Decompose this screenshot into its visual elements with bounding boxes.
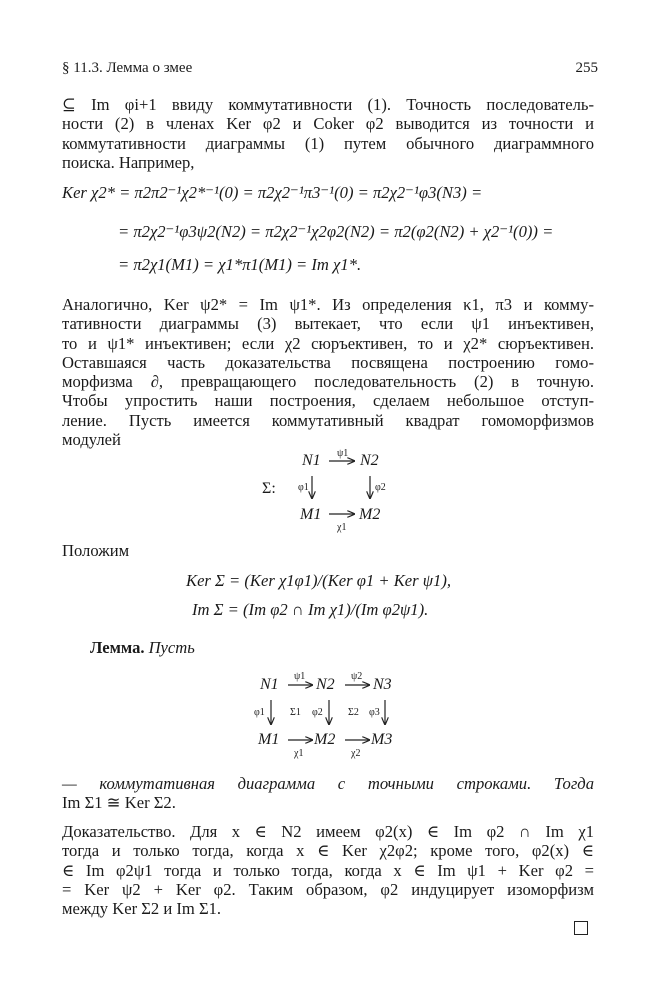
node-m2: M2: [314, 731, 336, 748]
node-n3: N3: [373, 676, 392, 693]
label-phi3: φ3: [369, 707, 380, 718]
cell-sigma1: Σ1: [290, 707, 301, 718]
lemma-label: Лемма.: [90, 638, 145, 657]
running-header: § 11.3. Лемма о змее: [62, 60, 193, 76]
equation-line-1: Ker χ2* = π2π2⁻¹χ2*⁻¹(0) = π2χ2⁻¹π3⁻¹(0) = π2χ2⁻¹φ3(N3) =: [62, 183, 483, 202]
text-line: ⊆ Im φi+1 ввиду коммутативности (1). Точность последователь-: [62, 95, 594, 114]
node-n2: N2: [360, 452, 379, 469]
text-line: Аналогично, Ker ψ2* = Im ψ1*. Из определения κ1, π3 и комму-: [62, 295, 594, 314]
text-line: Im Σ1 ≅ Ker Σ2.: [62, 793, 176, 813]
square-diagram: [240, 448, 420, 538]
text-line: поиска. Например,: [62, 152, 195, 172]
label-psi1: ψ1: [294, 671, 306, 682]
node-n1: N1: [260, 676, 279, 693]
label-phi2: φ2: [312, 707, 323, 718]
node-n2: N2: [316, 676, 335, 693]
page-number: 255: [575, 60, 598, 76]
proof: [62, 822, 594, 918]
definition-ker-sigma: Ker Σ = (Ker χ1φ1)/(Ker φ1 + Ker ψ1),: [186, 571, 452, 590]
text-line: Доказательство. Для x ∈ N2 имеем φ2(x) ∈ Im φ2 ∩ Im χ1: [62, 822, 594, 841]
label-chi1: χ1: [294, 748, 304, 759]
label-phi1: φ1: [254, 707, 265, 718]
text-line: то и ψ1* инъективен; если χ2 сюръективен, то и χ2* сюръективен.: [62, 333, 594, 353]
label-chi2: χ2: [351, 748, 361, 759]
text-line: тогда и только тогда, когда x ∈ Ker χ2φ2; кроме того, φ2(x) ∈: [62, 841, 594, 861]
cell-sigma2: Σ2: [348, 707, 359, 718]
node-m1: M1: [258, 731, 280, 748]
paragraph-1: [62, 95, 594, 172]
lemma-statement: [62, 774, 594, 813]
text-line: между Ker Σ2 и Im Σ1.: [62, 899, 222, 919]
text-line: = Ker ψ2 + Ker φ2. Таким образом, φ2 индуцирует изоморфизм: [62, 879, 594, 899]
lemma-intro: Пусть: [148, 638, 195, 657]
label-psi1: ψ1: [337, 448, 349, 459]
label-phi1: φ1: [298, 482, 309, 493]
text-line: Оставшаяся часть доказательства посвящена построению гомо-: [62, 352, 594, 372]
text-line: ∈ Im φ2ψ1 тогда и только тогда, когда x ∈ Im ψ1 + Ker φ2 =: [62, 860, 594, 880]
polozhim-text: [62, 541, 182, 560]
node-n1: N1: [302, 452, 321, 469]
text-line: — коммутативная диаграмма с точными строками. Тогда: [62, 774, 594, 793]
equation-line-2: = π2χ2⁻¹φ3ψ2(N2) = π2χ2⁻¹χ2φ2(N2) = π2(φ2(N2) + χ2⁻¹(0)) =: [118, 222, 554, 241]
definition-im-sigma: Im Σ = (Im φ2 ∩ Im χ1)/(Im φ2ψ1).: [192, 600, 429, 619]
text-line: ление. Пусть имеется коммутативный квадрат гомоморфизмов: [62, 410, 594, 430]
text-line: Чтобы упростить наши построения, сделаем небольшое отступ-: [62, 391, 594, 411]
node-m1: M1: [300, 506, 322, 523]
text-line: морфизма ∂, превращающего последовательность (2) в точную.: [62, 372, 594, 392]
label-chi1: χ1: [337, 522, 347, 533]
text-line: ности (2) в членах Ker φ2 и Coker φ2 выводится из точности и: [62, 114, 594, 134]
label-psi2: ψ2: [351, 671, 363, 682]
node-m2: M2: [359, 506, 381, 523]
equation-line-3: = π2χ1(M1) = χ1*π1(M1) = Im χ1*.: [118, 255, 362, 274]
diagram-label-sigma: Σ:: [262, 480, 276, 497]
rect-diagram: [246, 670, 426, 760]
qed-square-icon: [574, 921, 588, 935]
text-line: коммутативности диаграммы (1) путем обычного диаграммного: [62, 133, 594, 153]
node-m3: M3: [371, 731, 393, 748]
paragraph-2: [62, 295, 594, 449]
lemma-heading: [90, 638, 195, 658]
text-line: модулей: [62, 430, 121, 450]
text-line: тативности диаграммы (3) вытекает, что если ψ1 инъективен,: [62, 314, 594, 334]
text-line: Положим: [62, 541, 130, 560]
label-phi2: φ2: [375, 482, 386, 493]
